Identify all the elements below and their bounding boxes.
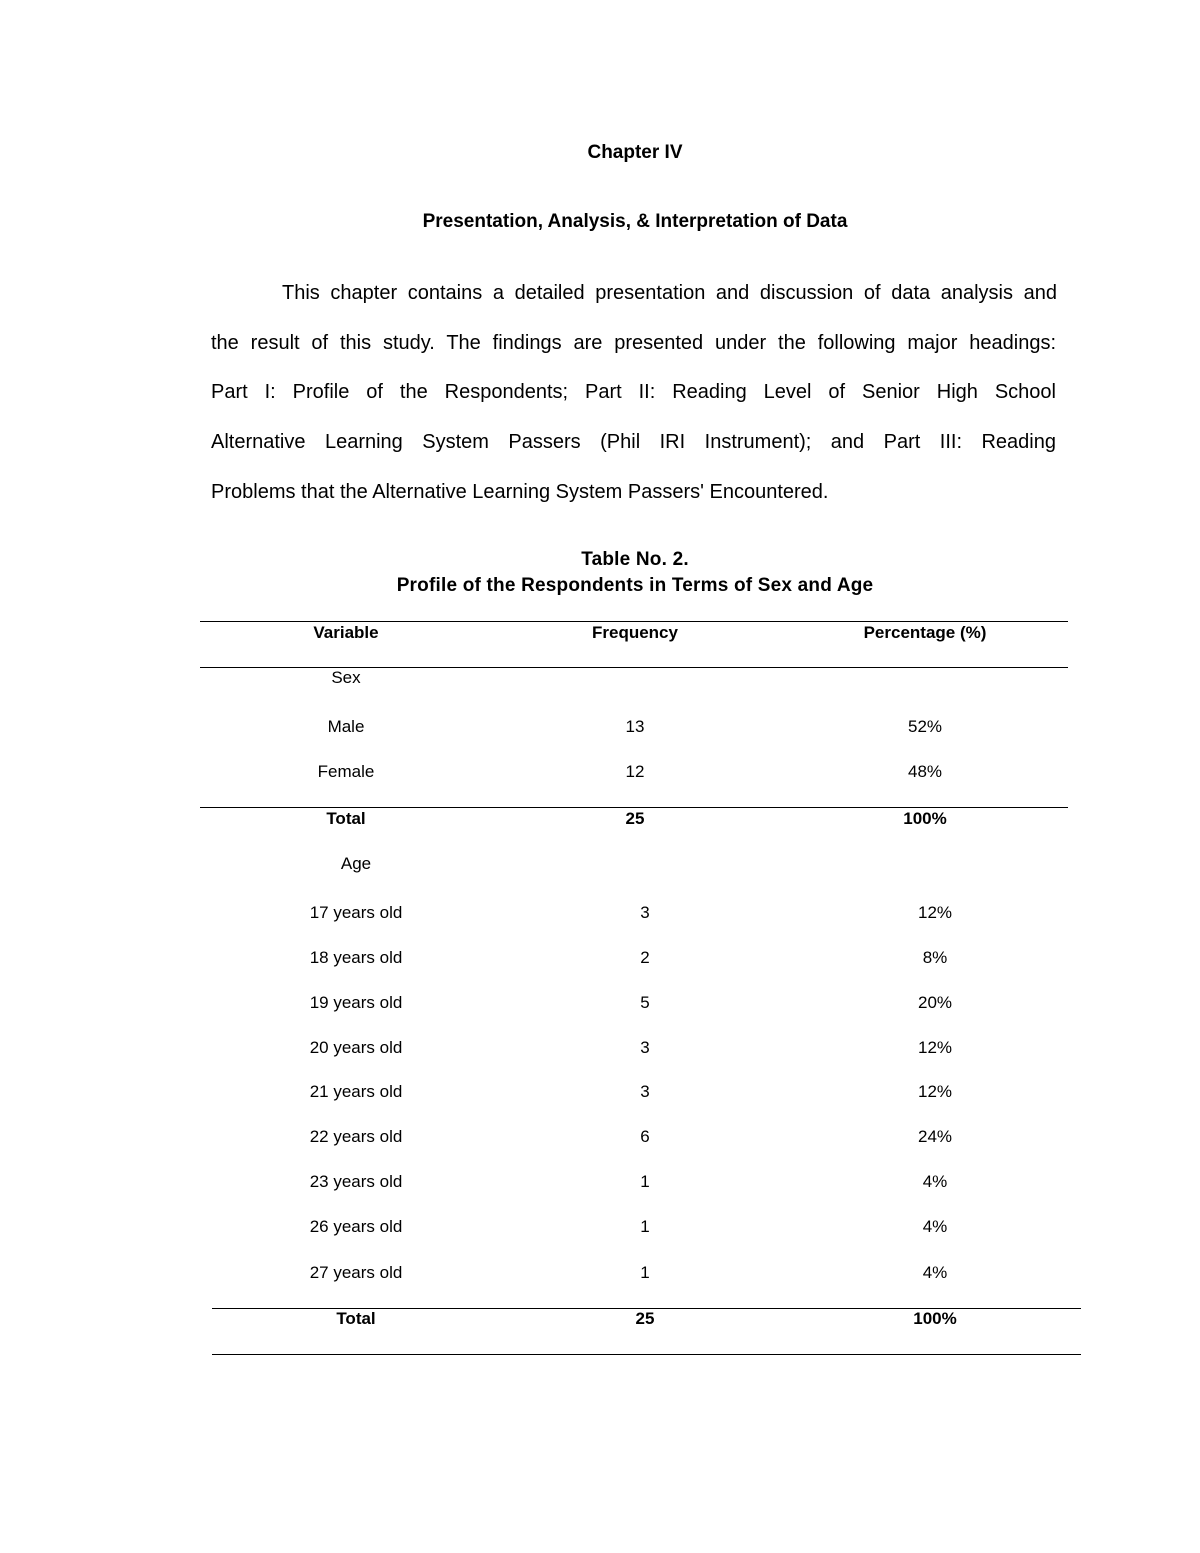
paragraph-line: Part I: Profile of the Respondents; Part II: Reading Level of Senior High School [211,381,1056,403]
cell-percentage: 4% [922,1217,948,1236]
header-percentage: Percentage (%) [863,623,987,642]
cell-frequency: 2 [640,948,650,967]
paragraph-line: the result of this study. The findings are presented under the following major headings: [211,332,1056,354]
paragraph-line: This chapter contains a detailed presentation and discussion of data analysis and [282,282,1057,304]
chapter-heading: Chapter IV [587,142,683,163]
cell-variable: 23 years old [309,1172,403,1191]
cell-percentage: 4% [922,1263,948,1282]
cell-frequency: 5 [640,993,650,1012]
cell-percentage: 20% [917,993,953,1012]
cell-variable: 27 years old [309,1263,403,1282]
cell-variable: 22 years old [309,1127,403,1146]
cell-variable: 19 years old [309,993,403,1012]
cell-percentage: 24% [917,1127,953,1146]
cell-variable: 17 years old [309,903,403,922]
cell-percentage: 4% [922,1172,948,1191]
cell-frequency: 3 [640,903,650,922]
cell-frequency: 12 [625,762,645,781]
total-percentage: 100% [913,1309,957,1328]
cell-variable: 18 years old [309,948,403,967]
cell-frequency: 1 [640,1217,650,1236]
cell-variable: Female [317,762,375,781]
group-label-age: Age [340,854,372,873]
cell-frequency: 6 [640,1127,650,1146]
cell-percentage: 48% [907,762,943,781]
header-frequency: Frequency [592,623,678,642]
table-bottom-rule [212,1354,1081,1355]
table-caption-number: Table No. 2. [581,549,689,570]
total-frequency: 25 [625,809,645,828]
cell-percentage: 52% [907,717,943,736]
total-percentage: 100% [903,809,947,828]
cell-percentage: 12% [917,1082,953,1101]
total-label: Total [326,809,366,828]
cell-frequency: 1 [640,1263,650,1282]
group-label-sex: Sex [331,668,361,687]
cell-variable: Male [327,717,365,736]
cell-variable: 21 years old [309,1082,403,1101]
paragraph-line: Problems that the Alternative Learning System Passers' Encountered. [211,481,829,503]
total-label: Total [336,1309,376,1328]
cell-frequency: 3 [640,1082,650,1101]
cell-variable: 26 years old [309,1217,403,1236]
cell-percentage: 8% [922,948,948,967]
cell-percentage: 12% [917,903,953,922]
cell-frequency: 13 [625,717,645,736]
table-caption-title: Profile of the Respondents in Terms of Sex and Age [396,575,874,596]
total-frequency: 25 [635,1309,655,1328]
header-variable: Variable [313,623,379,642]
section-title: Presentation, Analysis, & Interpretation of Data [422,211,848,232]
cell-frequency: 1 [640,1172,650,1191]
cell-percentage: 12% [917,1038,953,1057]
cell-variable: 20 years old [309,1038,403,1057]
cell-frequency: 3 [640,1038,650,1057]
paragraph-line: Alternative Learning System Passers (Phil IRI Instrument); and Part III: Reading [211,431,1056,453]
